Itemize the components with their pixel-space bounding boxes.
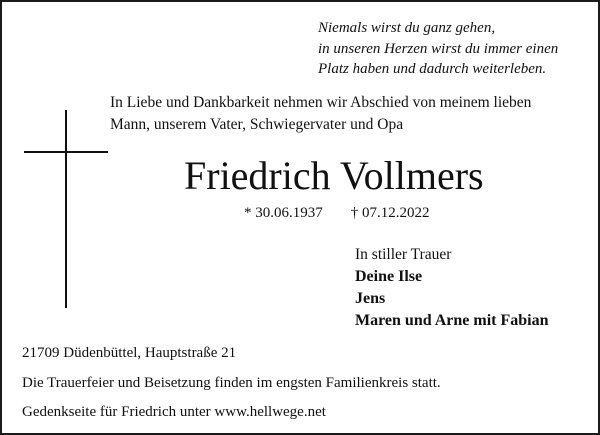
intro-line: Mann, unserem Vater, Schwiegervater und Opa: [110, 116, 404, 133]
life-dates: [244, 203, 430, 223]
mourners-heading: In stiller Trauer: [355, 246, 452, 263]
memorial-page-note: Gedenkseite für Friedrich unter www.hellwege.net: [22, 404, 326, 420]
poem-line: Niemals wirst du ganz gehen,: [318, 20, 496, 36]
birth-date: * 30.06.1937: [244, 205, 323, 221]
intro-text: [110, 92, 590, 136]
mourners: [355, 244, 549, 332]
mourner-name: Maren und Arne mit Fabian: [355, 312, 549, 329]
cross-icon: [24, 110, 108, 308]
poem: [318, 18, 588, 80]
poem-line: Platz haben und dadurch weiterleben.: [318, 61, 547, 77]
intro-line: In Liebe und Dankbarkeit nehmen wir Abschied von meinem lieben: [110, 94, 532, 111]
address: 21709 Düdenbüttel, Hauptstraße 21: [22, 345, 237, 361]
poem-line: in unseren Herzen wirst du immer einen: [318, 40, 559, 57]
deceased-name: Friedrich Vollmers: [184, 153, 484, 198]
mourner-name: Deine Ilse: [355, 268, 423, 285]
death-date: † 07.12.2022: [350, 205, 430, 221]
mourner-name: Jens: [355, 290, 386, 307]
funeral-notice: Die Trauerfeier und Beisetzung finden im engsten Familienkreis statt.: [22, 375, 441, 391]
